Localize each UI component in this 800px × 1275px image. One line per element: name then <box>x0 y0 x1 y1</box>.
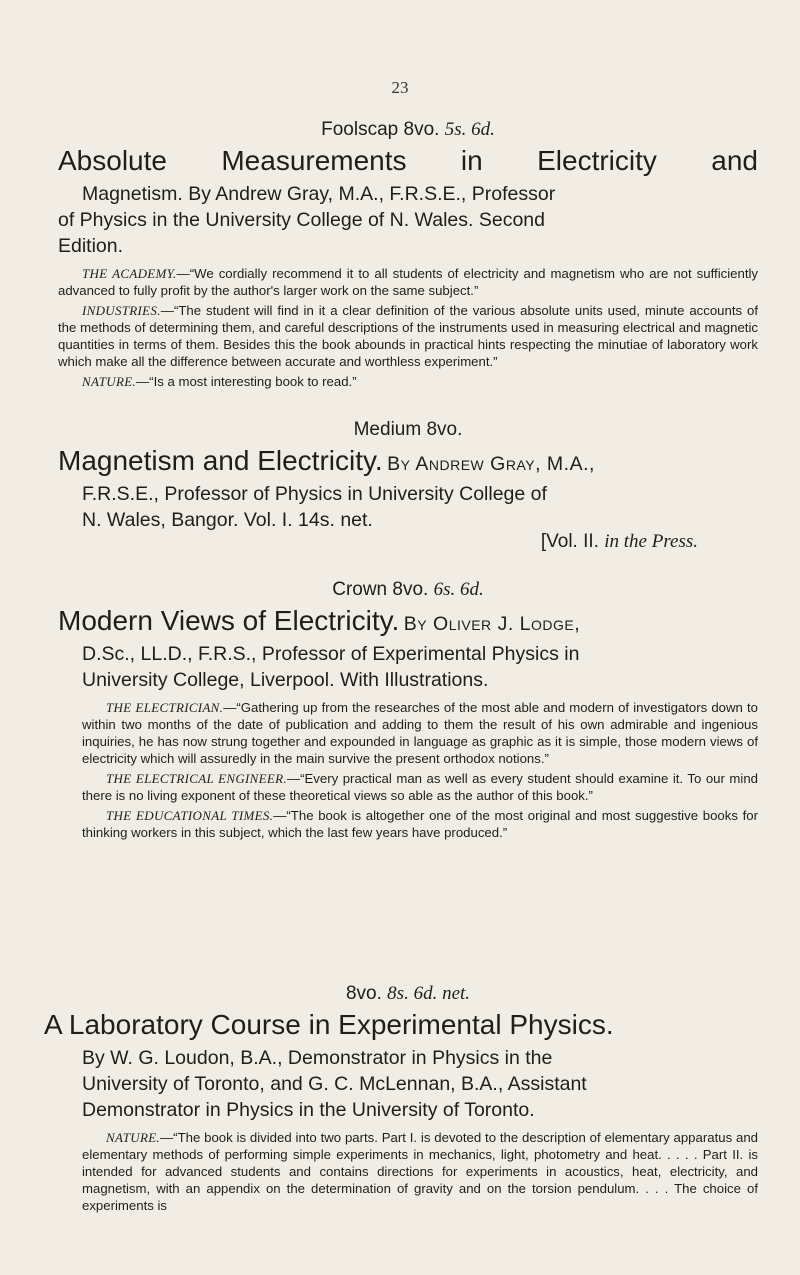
review-source: NATURE. <box>82 374 136 389</box>
format-label: Crown 8vo. <box>332 579 429 600</box>
book-entry-laboratory-course <box>44 982 758 1217</box>
review-source: NATURE. <box>106 1130 160 1145</box>
book-title: Magnetism and Electricity. <box>58 445 383 476</box>
press-note-volume: [Vol. II. <box>540 531 599 552</box>
title-line <box>58 606 758 641</box>
review: THE ELECTRICIAN.—“Gathering up from the researches of the most able and modern of investigators down to within two months of the date of publication and adding to them the result of his own admirable and ingenious inquiries, he has now strung together and expounded in language as graphic as it is simple, those modern views of electricity which will assuredly in the main survive the present orthodox notions.” <box>82 700 758 766</box>
description-line: University of Toronto, and G. C. McLennan, B.A., Assistant <box>82 1073 587 1095</box>
book-entry-absolute-measurements <box>58 118 758 393</box>
review-source: THE ELECTRICAL ENGINEER. <box>106 771 287 786</box>
reviews <box>58 265 758 390</box>
format-line <box>58 118 758 142</box>
review: THE ELECTRICAL ENGINEER.—“Every practical man as well as every student should examine it. To our mind there is no living exponent of these theoretical views so able as the author of this book.” <box>82 771 758 803</box>
review: NATURE.—“The book is divided into two parts. Part I. is devoted to the description of elementary apparatus and elementary methods of performing simple experiments in mechanics, light, photometry and heat. . . . . Part II. is intended for advanced students and contains directions for experiments in acoustics, heat, electricity, and magnetism, with an appendix on the determination of gravity and on the torsion pendulum. . . . The choice of experiments is <box>82 1130 758 1213</box>
format-label: Foolscap 8vo. <box>321 119 440 140</box>
description-line: By W. G. Loudon, B.A., Demonstrator in Physics in the <box>82 1047 553 1069</box>
price: 5s. 6d. <box>444 119 495 140</box>
title-line <box>58 446 758 481</box>
press-note <box>58 531 758 553</box>
review: THE ACADEMY.—“We cordially recommend it to all students of electricity and magnetism who are not sufficiently advanced to fully profit by the author's larger work on the same subject.” <box>58 266 759 298</box>
review-text: “The book is altogether one of the most original and most suggestive books for thinking workers in this subject, which the last few years have produced.” <box>82 808 759 840</box>
price: 8s. 6d. net. <box>387 983 471 1004</box>
review: INDUSTRIES.—“The student will find in it a clear definition of the various absolute units used, minute accounts of the methods of determining them, and careful descriptions of the instruments used in measuring electrical and magnetic quantities in terms of them. Besides this the book abounds in practical hints respecting the minutiae of laboratory work which make all the difference between accurate and worthless experiment.” <box>58 303 758 369</box>
price: 6s. 6d. <box>433 579 484 600</box>
format-line <box>58 418 758 442</box>
format-label: Medium 8vo. <box>353 419 463 440</box>
description-line: Demonstrator in Physics in the University of Toronto. <box>82 1099 535 1121</box>
review-text: “Every practical man as well as every student should examine it. To our mind there is no living exponent of these theoretical views so able as the author of this book.” <box>82 771 758 803</box>
review: THE EDUCATIONAL TIMES.—“The book is altogether one of the most original and most suggestive books for thinking workers in this subject, which the last few years have produced.” <box>82 808 759 840</box>
review-source: THE EDUCATIONAL TIMES. <box>106 808 274 823</box>
format-line <box>58 578 758 602</box>
review-source: INDUSTRIES. <box>82 303 161 318</box>
format-label: 8vo. <box>345 983 382 1004</box>
description-line: N. Wales, Bangor. Vol. I. 14s. net. <box>82 509 373 531</box>
title-line <box>58 146 758 181</box>
book-title: A Laboratory Course in Experimental Physics. <box>44 1009 614 1040</box>
reviews <box>58 699 758 841</box>
description-line: University College, Liverpool. With Illustrations. <box>82 669 489 691</box>
review-text: “The book is divided into two parts. Part I. is devoted to the description of elementary apparatus and elementary methods of performing simple experiments in mechanics, light, photometry and heat. . . . . Part II. is intended for advanced students and contains directions for experiments in acoustics, heat, electricity, and magnetism, with an appendix on the determination of gravity and on the torsion pendulum. . . . The choice of experiments is <box>82 1130 758 1213</box>
review-text: “The student will find in it a clear definition of the various absolute units used, minute accounts of the methods of determining them, and careful descriptions of the instruments used in measuring electrical and magnetic quantities in terms of them. Besides this the book abounds in practical hints respecting the minutiae of laboratory work which make all the difference between accurate and worthless experiment.” <box>58 303 758 369</box>
review-text: “We cordially recommend it to all students of electricity and magnetism who are not sufficiently advanced to fully profit by the author's larger work on the same subject.” <box>58 266 759 298</box>
description-line: D.Sc., LL.D., F.R.S., Professor of Experimental Physics in <box>82 643 580 665</box>
review-source: THE ELECTRICIAN. <box>106 700 224 715</box>
review-text: “Gathering up from the researches of the most able and modern of investigators down to within two months of the date of publication and adding to them the result of his own admirable and ingenious inquiries, he has now strung together and expounded in language as graphic as it is simple, those modern views of electricity which will assuredly in the main survive the present orthodox notions.” <box>82 700 758 766</box>
book-entry-magnetism-electricity <box>58 418 758 572</box>
book-title: Modern Views of Electricity. <box>58 605 400 636</box>
book-entry-modern-views <box>58 578 758 844</box>
byline: By Oliver J. Lodge, <box>403 613 581 635</box>
description-line: F.R.S.E., Professor of Physics in University College of <box>82 483 547 505</box>
reviews <box>58 1129 758 1214</box>
title-line <box>44 1010 758 1045</box>
description-line: of Physics in the University College of N. Wales. Second <box>58 209 545 231</box>
press-note-status: in the Press. <box>604 531 698 552</box>
review-text: “Is a most interesting book to read.” <box>149 374 357 389</box>
page-number: 23 <box>391 78 409 97</box>
description-line: Edition. <box>58 235 124 257</box>
description-line: Magnetism. By Andrew Gray, M.A., F.R.S.E., Professor <box>82 183 556 205</box>
byline: By Andrew Gray, M.A., <box>387 453 595 475</box>
book-title: Absolute Measurements in Electricity and <box>58 145 758 176</box>
review: NATURE.—“Is a most interesting book to read.” <box>82 374 357 389</box>
review-source: THE ACADEMY. <box>82 266 177 281</box>
format-line <box>58 982 758 1006</box>
